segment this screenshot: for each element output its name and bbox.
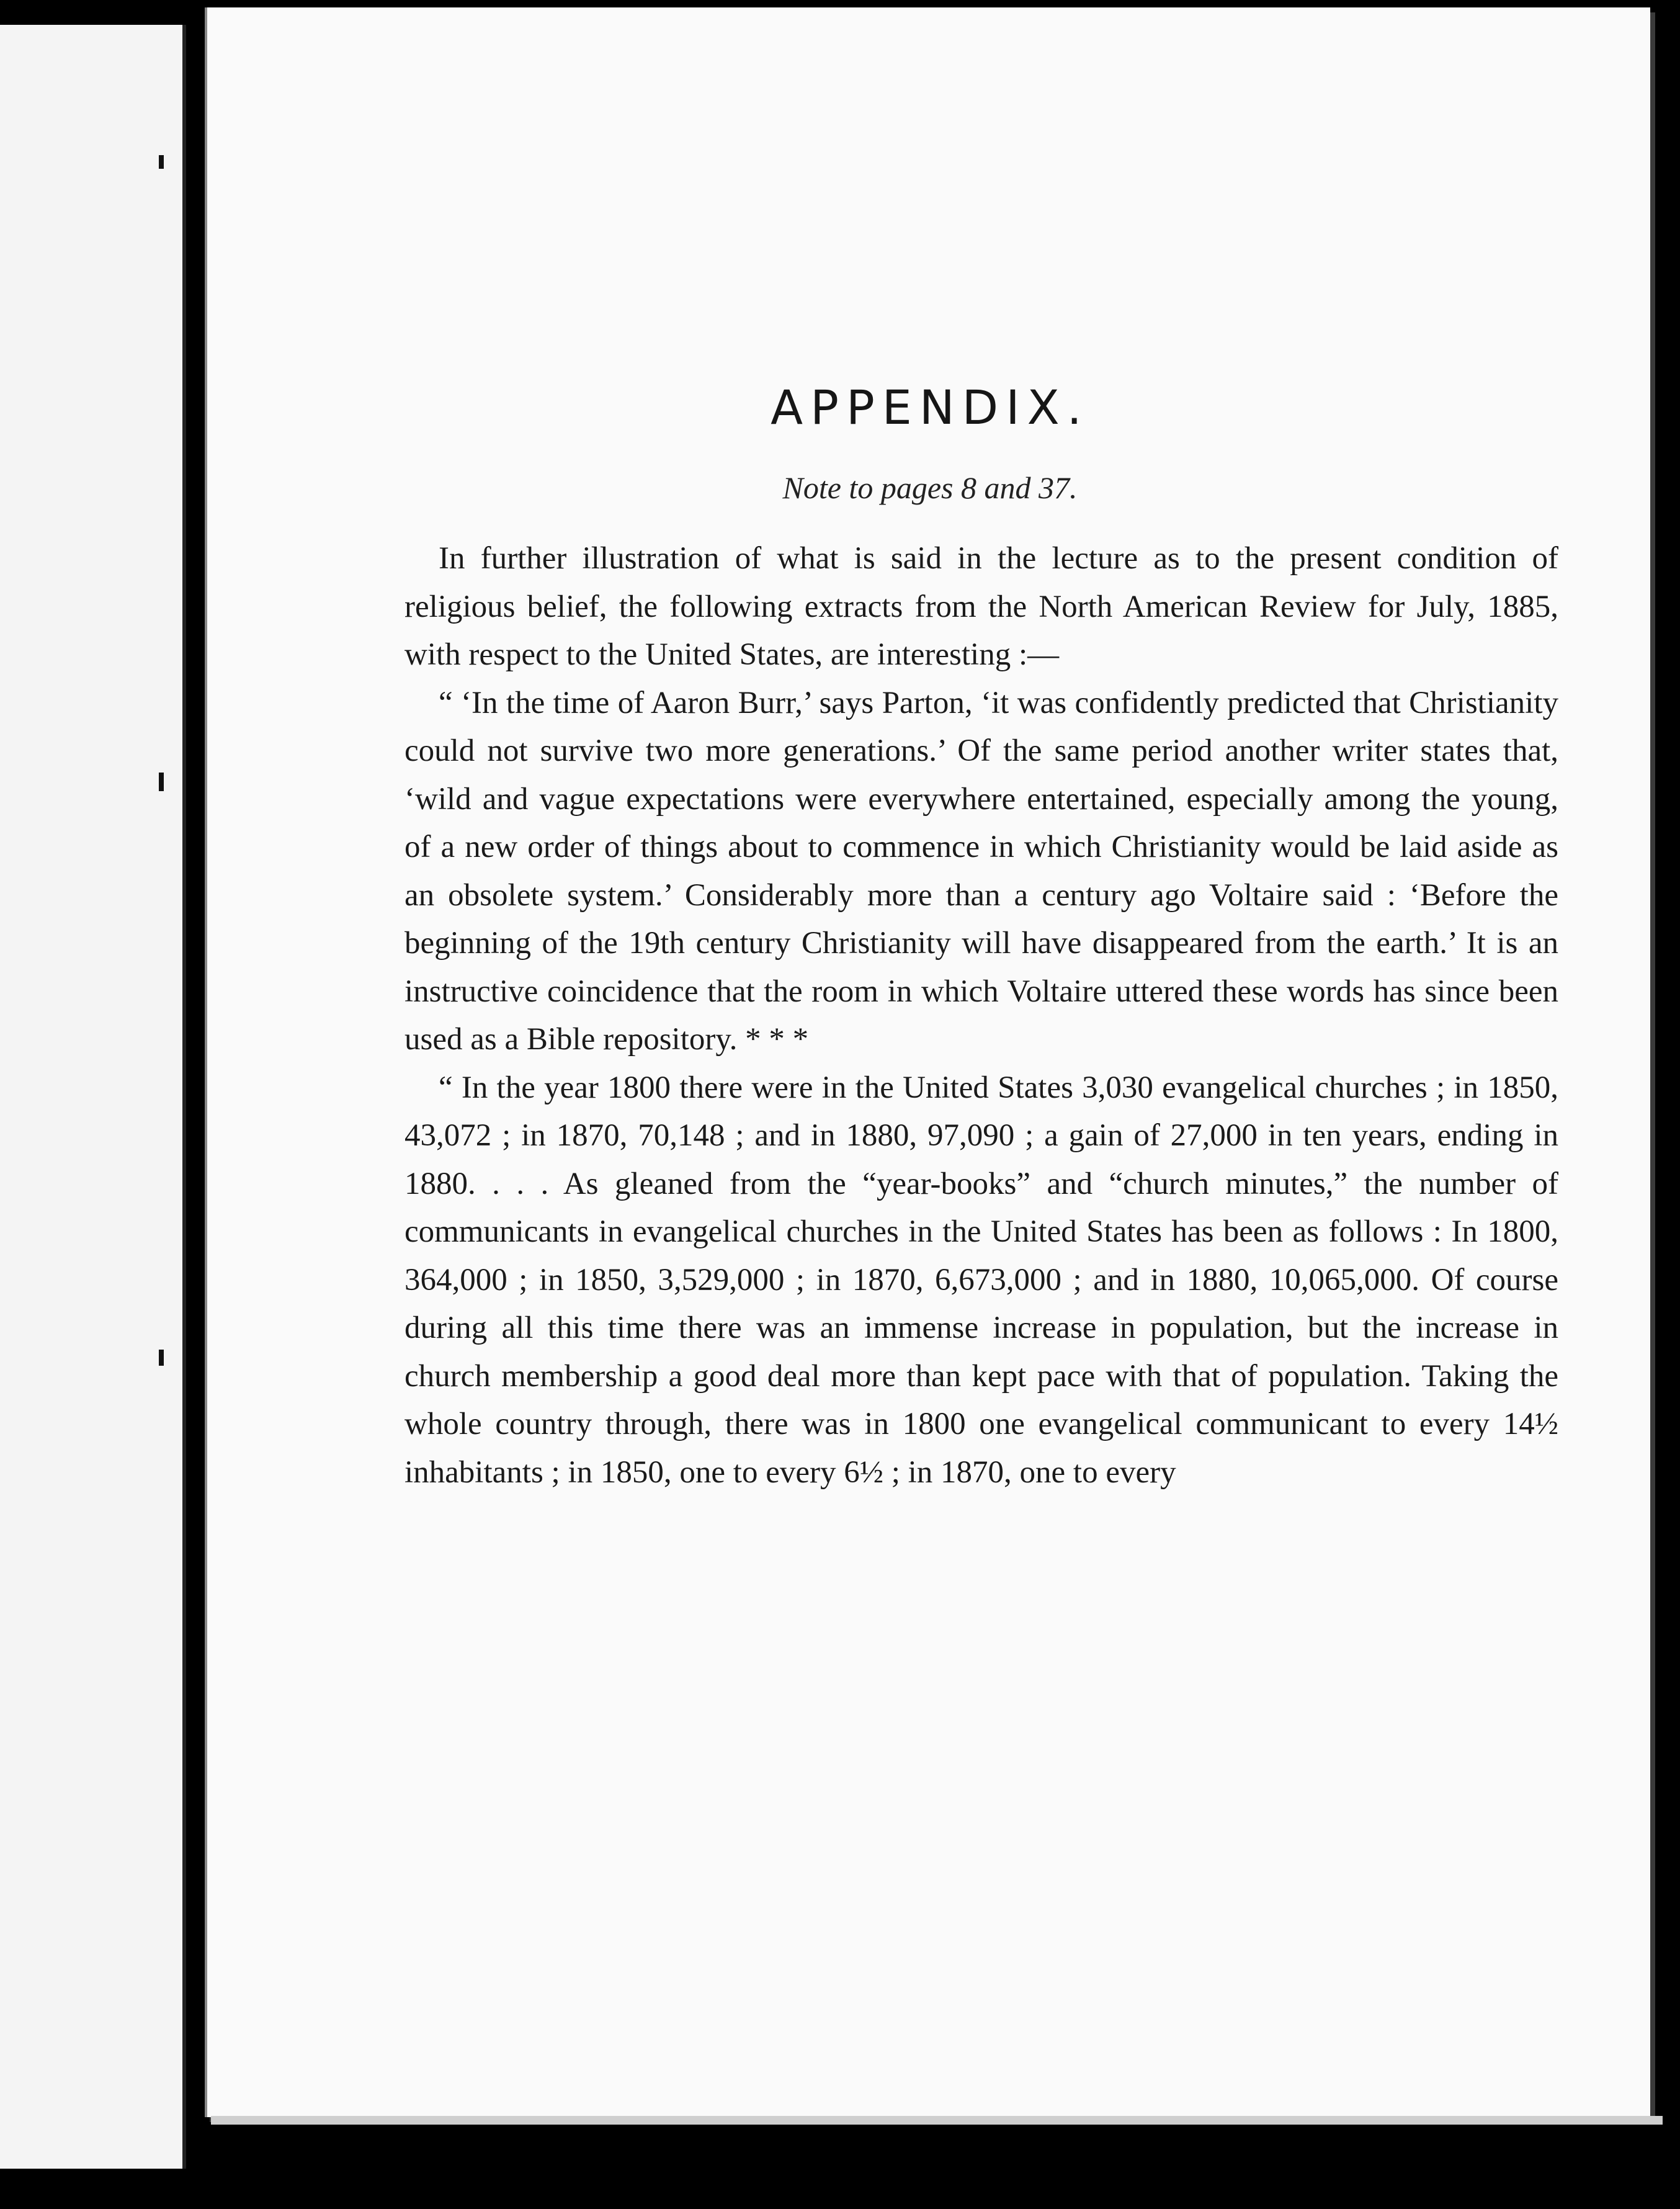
binding-mark (159, 773, 164, 791)
page-bottom-edge (211, 2116, 1663, 2125)
paragraph: “ ‘In the time of Aaron Burr,’ says Parton, ‘it was confidently predicted that Christianity could not survive two more generations.’ Of the same period another writer states that, ‘wild and vague expectations were everywhere entertained, especially among the young, of a new order of things about to commence in which Christianity would be laid aside as an obsolete system.’ Considerably more than a century ago Voltaire said : ‘Before the beginning of the 19th century Christianity will have disappeared from the earth.’ It is an instructive coincidence that the room in which Voltaire uttered these words has since been used as a Bible repository. * * * (404, 685, 1558, 1057)
document-page (205, 7, 1650, 2117)
page-subtitle: Note to pages 8 and 37. (782, 470, 1078, 505)
paragraph: “ In the year 1800 there were in the United States 3,030 evangelical churches ; in 1850, 43,072 ; in 1870, 70,148 ; and in 1880, 97,090 ; a gain of 27,000 in ten years, ending in 1880. . . . As gleaned from the “year-books” and “church minutes,” the number of communicants in evangelical churches in the United States has been as follows : In 1800, 364,000 ; in 1850, 3,529,000 ; in 1870, 6,673,000 ; and in 1880, 10,065,000. Of course during all this time there was an immense increase in population, but the increase in church membership a good deal more than kept pace with that of population. Taking the whole country through, there was in 1800 one evangelical communicant to every 14½ inhabitants ; in 1850, one to every 6½ ; in 1870, one to every (404, 1070, 1558, 1490)
binding-mark (159, 155, 164, 169)
body-text (404, 535, 1558, 1497)
left-page-edge (0, 25, 186, 2169)
binding-mark (159, 1350, 164, 1366)
paragraph: In further illustration of what is said in the lecture as to the present condition of religious belief, the following extracts from the North American Review for July, 1885, with respect to the United States, are interesting :— (404, 541, 1558, 672)
page-title: APPENDIX. (771, 380, 1089, 435)
